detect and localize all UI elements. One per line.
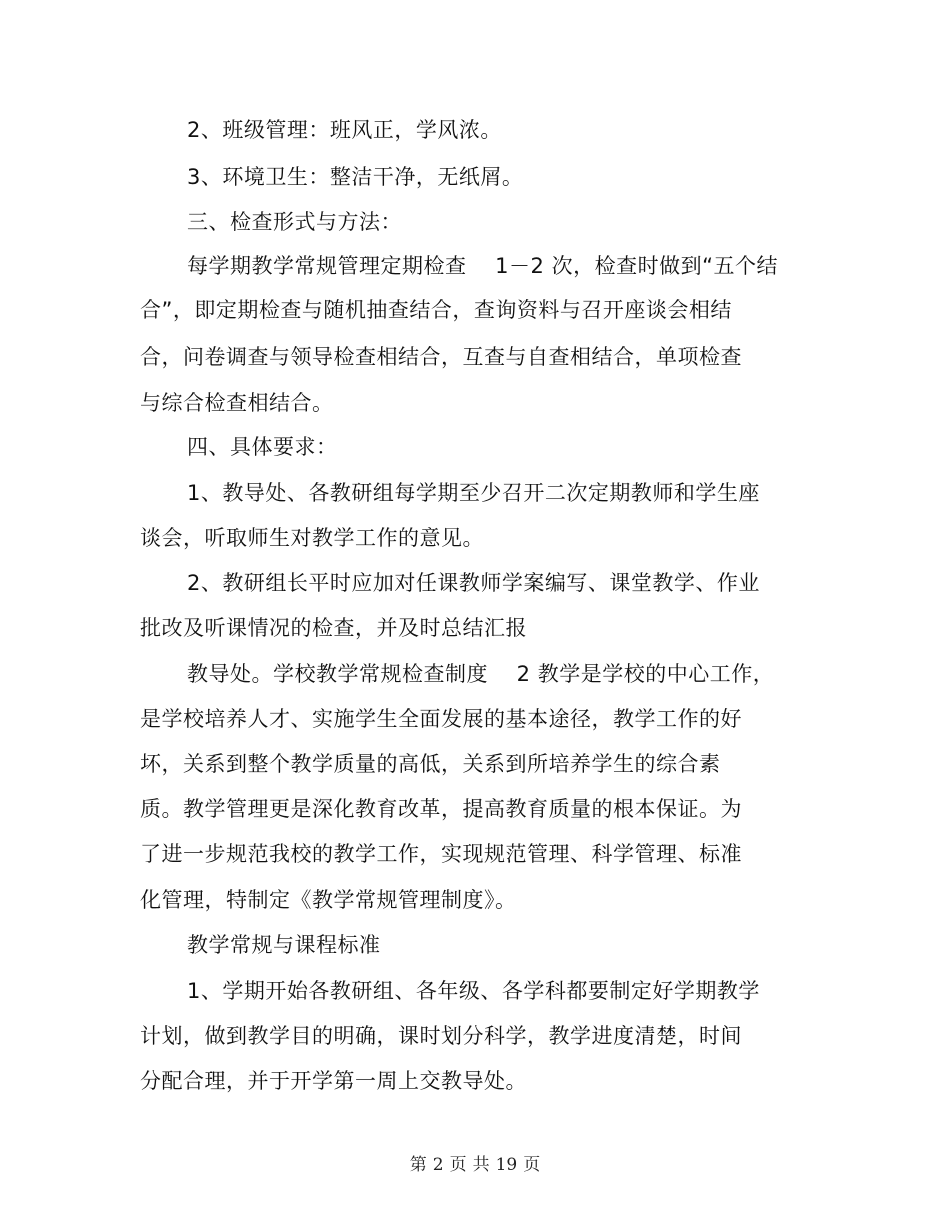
text-line: 每学期教学常规管理定期检查 1－2 次，检查时做到“五个结: [187, 254, 778, 278]
section-heading: 教学常规与课程标准: [187, 933, 381, 957]
text-line: 是学校培养人才、实施学生全面发展的基本途径，教学工作的好: [140, 707, 742, 731]
text-line: 2、班级管理：班风正，学风浓。: [187, 118, 502, 142]
text-line: 坏，关系到整个教学质量的高低，关系到所培养学生的综合素: [140, 752, 721, 776]
text-line: 2、教研组长平时应加对任课教师学案编写、课堂教学、作业: [187, 571, 760, 595]
footer-ye-end: 页: [523, 1155, 541, 1175]
text-line: 质。教学管理更是深化教育改革，提高教育质量的根本保证。为: [140, 797, 742, 821]
text-line: 3、环境卫生：整洁干净，无纸屑。: [187, 165, 524, 189]
text-line: 1、学期开始各教研组、各年级、各学科都要制定好学期教学: [187, 979, 760, 1003]
section-heading: 四、具体要求：: [187, 435, 338, 459]
text-line: 谈会，听取师生对教学工作的意见。: [140, 526, 484, 550]
text-line: 化管理，特制定《教学常规管理制度》。: [140, 888, 517, 912]
text-line: 合，问卷调查与领导检查相结合，互查与自查相结合，单项检查: [140, 345, 742, 369]
text-line: 批改及听课情况的检查，并及时总结汇报: [140, 616, 527, 640]
text-line: 了进一步规范我校的教学工作，实现规范管理、科学管理、标准: [140, 842, 742, 866]
footer-total-pages: 19: [495, 1155, 518, 1175]
text-line: 教导处。学校教学常规检查制度 2 教学是学校的中心工作，: [187, 662, 775, 686]
text-line: 计划，做到教学目的明确，课时划分科学，教学进度清楚，时间: [140, 1024, 742, 1048]
text-line: 分配合理，并于开学第一周上交教导处。: [140, 1069, 527, 1093]
footer-gong: 共: [472, 1155, 490, 1175]
footer-ye: 页: [449, 1155, 467, 1175]
section-heading: 三、检查形式与方法：: [187, 210, 402, 234]
text-line: 合”，即定期检查与随机抽查结合，查询资料与召开座谈会相结: [140, 298, 732, 322]
text-line: 与综合检查相结合。: [140, 391, 334, 415]
page-footer: [0, 1153, 950, 1177]
footer-di: 第: [409, 1155, 427, 1175]
footer-page-number: 2: [432, 1155, 444, 1175]
text-line: 1、教导处、各教研组每学期至少召开二次定期教师和学生座: [187, 481, 760, 505]
